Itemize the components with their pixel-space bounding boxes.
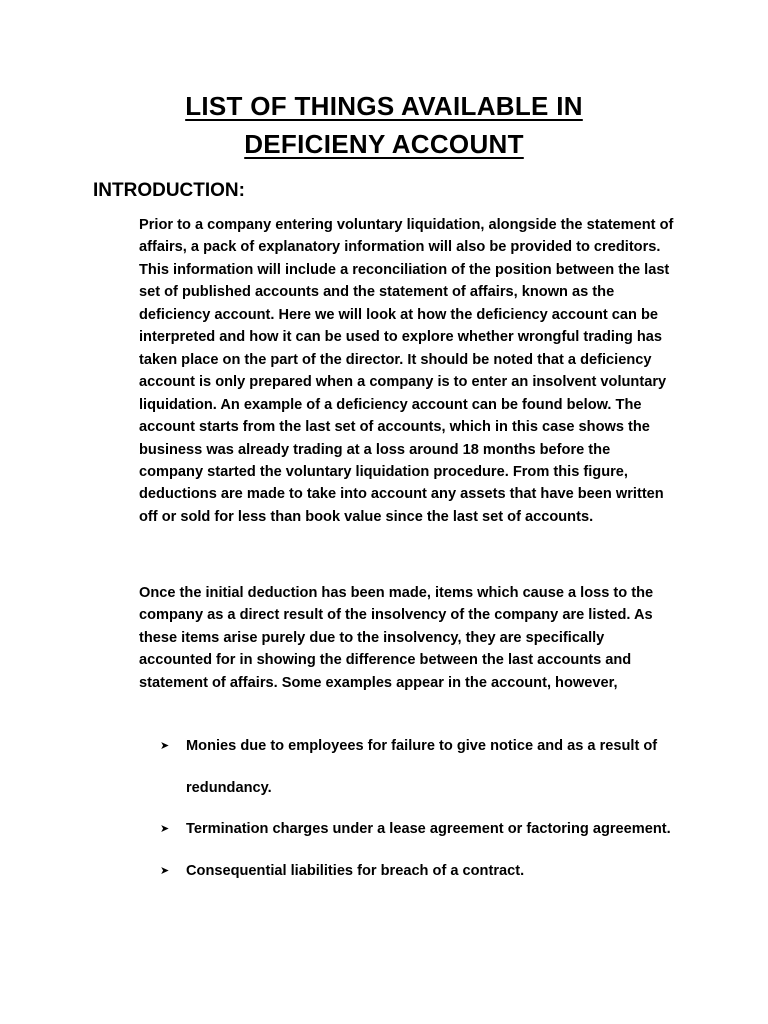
list-item-text: Monies due to employees for failure to give notice and as a result of redundancy. xyxy=(186,738,658,796)
list-item xyxy=(160,726,680,809)
paragraph-deductions: Once the initial deduction has been made, items which cause a loss to the company as a direct result of the insolvency of the company are listed. As these items arise purely due to the insolvency, they are specifically accounted for in showing the difference between the last accounts and statement of affairs. Some examples appear in the account, however, xyxy=(139,585,654,691)
section-heading-introduction: INTRODUCTION: xyxy=(93,180,245,201)
list-item xyxy=(160,809,680,851)
document-title-line-1: LIST OF THINGS AVAILABLE IN xyxy=(185,91,583,121)
document-title-line-2: DEFICIENY ACCOUNT xyxy=(244,129,524,159)
arrow-bullet-icon: ➤ xyxy=(160,823,170,835)
list-item xyxy=(160,851,680,893)
list-item-text: Consequential liabilities for breach of a contract. xyxy=(186,862,525,879)
arrow-bullet-icon: ➤ xyxy=(160,740,170,752)
paragraph-intro: Prior to a company entering voluntary liquidation, alongside the statement of affairs, a pack of explanatory information will also be provided to creditors. This information will include a reconciliation of the position between the last set of published accounts and the statement of affairs, known as the deficiency account. Here we will look at how the deficiency account can be interpreted and how it can be used to explore whether wrongful trading has taken place on the part of the director. It should be noted that a deficiency account is only prepared when a company is to enter an insolvent voluntary liquidation. An example of a deficiency account can be found below. The account starts from the last set of accounts, which in this case shows the business was already trading at a loss around 18 months before the company started the voluntary liquidation procedure. From this figure, deductions are made to take into account any assets that have been written off or sold for less than book value since the last set of accounts. xyxy=(139,217,674,525)
list-item-text: Termination charges under a lease agreement or factoring agreement. xyxy=(186,821,671,837)
examples-list xyxy=(160,726,680,892)
arrow-bullet-icon: ➤ xyxy=(160,864,170,877)
